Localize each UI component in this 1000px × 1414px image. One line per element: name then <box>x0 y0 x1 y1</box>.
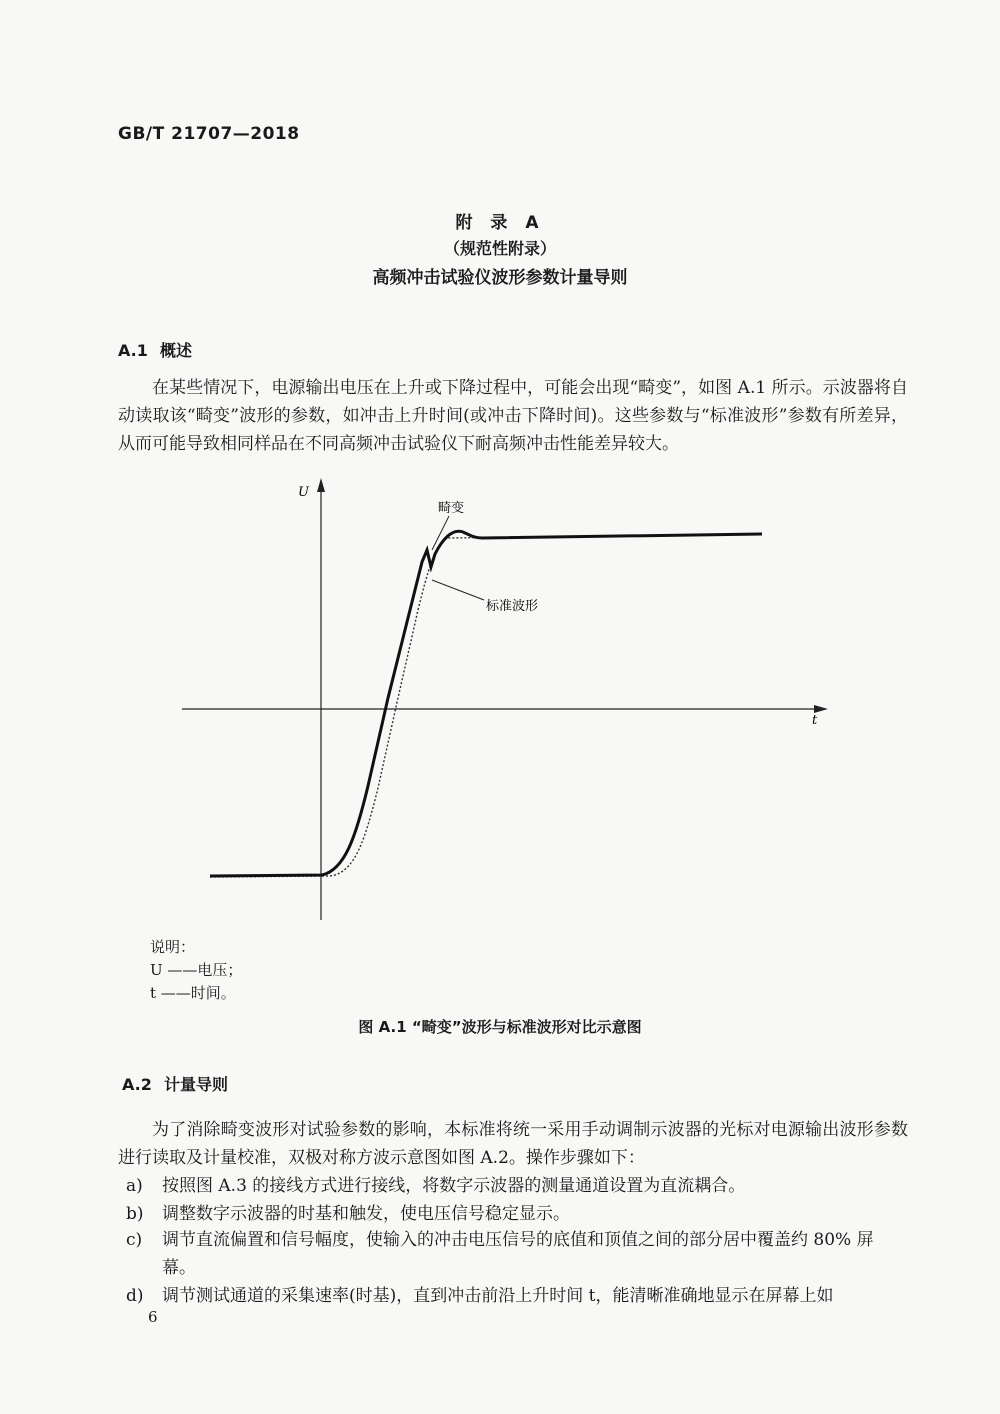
step-item <box>118 1172 908 1200</box>
page-number: 6 <box>148 1308 158 1326</box>
legend-item-time: t ——时间。 <box>150 984 236 1002</box>
section-a2-paragraph: 为了消除畸变波形对试验参数的影响，本标准将统一采用手动调制示波器的光标对电源输出波形参数进行读取及计量校准，双极对称方波示意图如图 A.2。操作步骤如下： <box>118 1120 908 1168</box>
section-title: 概述 <box>160 341 193 360</box>
step-label: b) <box>126 1204 144 1224</box>
step-text: 调节直流偏置和信号幅度，使输入的冲击电压信号的底值和顶值之间的部分居中覆盖约 80% 屏幕。 <box>162 1230 874 1278</box>
standard-number: GB/T 21707—2018 <box>118 124 300 144</box>
section-title: 计量导则 <box>164 1075 229 1094</box>
step-text: 调整数字示波器的时基和触发，使电压信号稳定显示。 <box>162 1204 570 1224</box>
section-a2-heading <box>122 1072 228 1095</box>
standard-waveform <box>210 534 760 877</box>
step-label: c) <box>126 1230 143 1250</box>
figure-caption: 图 A.1 “畸变”波形与标准波形对比示意图 <box>358 1018 642 1036</box>
section-number: A.2 <box>122 1075 152 1094</box>
waveform-figure <box>0 470 1000 930</box>
legend-title: 说明： <box>150 938 196 956</box>
step-item <box>118 1200 908 1228</box>
figure-legend <box>150 936 242 1005</box>
annex-name: 高频冲击试验仪波形参数计量导则 <box>372 268 628 288</box>
distorted-waveform <box>210 531 762 876</box>
step-item <box>118 1226 908 1282</box>
step-item <box>118 1282 908 1310</box>
standard-pointer <box>432 580 484 600</box>
x-axis-label: t <box>812 713 818 728</box>
annex-title: 附 录 A <box>455 213 545 233</box>
standard-label: 标准波形 <box>486 599 539 614</box>
step-label: a) <box>126 1176 143 1196</box>
step-label: d) <box>126 1286 144 1306</box>
section-a1-paragraph: 在某些情况下，电源输出电压在上升或下降过程中，可能会出现“畸变”，如图 A.1 所示。示波器将自动读取该“畸变”波形的参数，如冲击上升时间(或冲击下降时间)。这些参数与“标准波形”参数有所差异，从而可能导致相同样品在不同高频冲击试验仪下耐高频冲击性能差异较大。 <box>118 378 908 454</box>
x-axis-arrow <box>814 705 828 713</box>
section-number: A.1 <box>118 341 148 360</box>
step-text: 按照图 A.3 的接线方式进行接线，将数字示波器的测量通道设置为直流耦合。 <box>162 1176 746 1196</box>
y-axis-label: U <box>298 485 309 500</box>
y-axis-arrow <box>317 478 325 492</box>
section-a1-heading <box>118 338 192 361</box>
distortion-label: 畸变 <box>438 501 465 516</box>
legend-item-voltage: U ——电压； <box>150 961 243 979</box>
step-text: 调节测试通道的采集速率(时基)，直到冲击前沿上升时间 t，能清晰准确地显示在屏幕上如 <box>162 1286 834 1306</box>
annex-subtitle: （规范性附录） <box>443 239 556 258</box>
